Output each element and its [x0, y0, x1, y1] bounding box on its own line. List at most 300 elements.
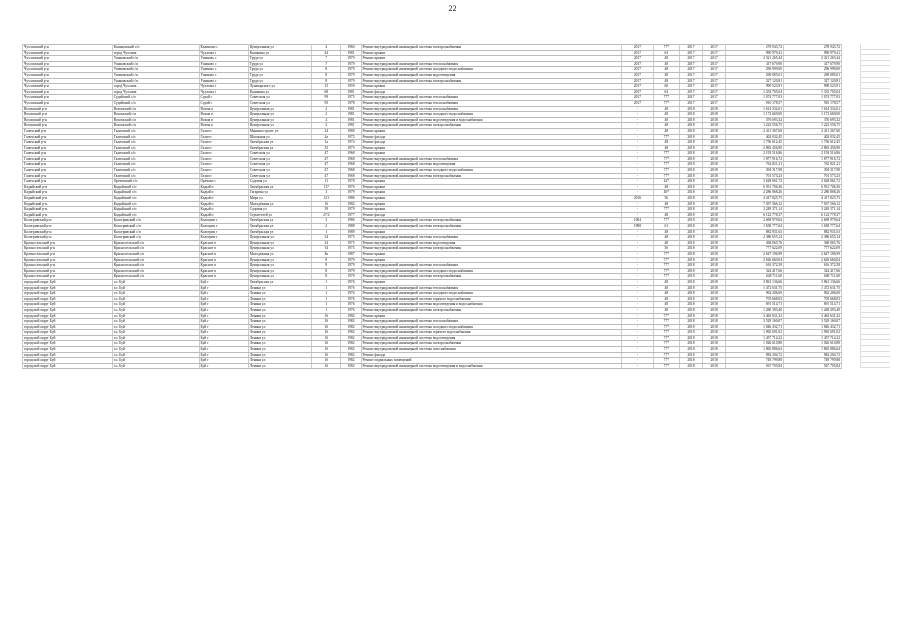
- table-cell: 1980: [341, 128, 361, 134]
- table-cell: -: [622, 168, 654, 174]
- table-cell: г.о. Буй: [112, 279, 199, 285]
- table-cell: 2017: [703, 78, 726, 84]
- table-cell: Галичский с/п: [112, 173, 199, 179]
- table-cell: 2: [312, 106, 341, 112]
- table-cell: 2 286 868,26: [784, 190, 842, 196]
- table-cell: Ремонт фасада: [361, 89, 621, 95]
- table-cell: Судай с: [199, 100, 248, 106]
- table-cell: 63: [653, 89, 679, 95]
- table-cell: 2018: [703, 212, 726, 218]
- table-cell: Ремонт внутридомовой инженерной системы теплоснабжения: [361, 100, 621, 106]
- table-cell: 48: [653, 78, 679, 84]
- table-cell: Галич г: [199, 145, 248, 151]
- table-cell: Луначарского ул: [248, 84, 312, 90]
- table-cell: Галичский р-н: [23, 156, 113, 162]
- table-cell: Кадыйский р-н: [23, 201, 113, 207]
- table-cell: Буй г: [199, 335, 248, 341]
- table-row: [23, 363, 842, 369]
- table-cell: 2018: [679, 106, 702, 112]
- table-cell: Ремонт крыши: [361, 279, 621, 285]
- table-cell: Ремонт крыши: [361, 190, 621, 196]
- table-cell: Кадыйский с/п: [112, 212, 199, 218]
- table-cell: -: [622, 263, 654, 269]
- table-cell: 1976: [341, 285, 361, 291]
- table-cell: 48: [653, 72, 679, 78]
- table-cell: Ремонт внутридомовой инженерной системы водоотведения: [361, 240, 621, 246]
- table-cell: 2018: [703, 330, 726, 336]
- table-cell: 1 877 916,72: [784, 156, 842, 162]
- table-cell: Ремонт внутридомовой инженерной системы электроснабжения: [361, 341, 621, 347]
- table-cell: Ремонт внутридомовой инженерной системы электроснабжения: [361, 307, 621, 313]
- table-cell: Кадый п: [199, 196, 248, 202]
- table-cell: 2018: [703, 352, 726, 358]
- table-cell: 1979: [341, 72, 361, 78]
- table-cell: Ремонт внутридомовой инженерной системы электроснабжения: [361, 274, 621, 280]
- table-cell: 77*: [653, 218, 679, 224]
- table-cell: Красносельский с/п: [112, 240, 199, 246]
- table-cell: 2018: [679, 335, 702, 341]
- table-cell: 2018: [679, 352, 702, 358]
- table-cell: -: [622, 212, 654, 218]
- table-cell: 2018: [679, 229, 702, 235]
- table-cell: -: [622, 341, 654, 347]
- table-cell: 34: [312, 235, 341, 241]
- table-cell: 1979: [341, 263, 361, 269]
- table-cell: 2018: [679, 151, 702, 157]
- table-cell: 1988: [341, 224, 361, 230]
- table-cell: 2 863 456,90: [726, 145, 784, 151]
- table-cell: 2018: [703, 207, 726, 213]
- table-cell: 2: [312, 112, 341, 118]
- table-cell: городской округ Буй: [23, 279, 113, 285]
- table-cell: 1981: [341, 117, 361, 123]
- table-cell: 1 846 432,71: [726, 324, 784, 330]
- table-cell: Чухломский р-н: [23, 78, 113, 84]
- table-cell: Буй г: [199, 279, 248, 285]
- table-cell: Чухломский р-н: [23, 50, 113, 56]
- table-cell: 1968: [341, 162, 361, 168]
- table-cell: Красное п: [199, 257, 248, 263]
- table-cell: 2018: [703, 140, 726, 146]
- table-cell: Буй г: [199, 296, 248, 302]
- table-cell: 2018: [679, 358, 702, 364]
- table-cell: 48: [653, 212, 679, 218]
- table-cell: 1 865 886,64: [784, 347, 842, 353]
- table-cell: Кологривский р-н: [23, 224, 113, 230]
- table-cell: 3 861 136,66: [784, 279, 842, 285]
- table-cell: 2017: [679, 50, 702, 56]
- table-cell: -: [622, 330, 654, 336]
- table-cell: -: [622, 268, 654, 274]
- table-cell: Центральная ул: [248, 112, 312, 118]
- table-cell: Галич г: [199, 128, 248, 134]
- table-cell: Красносельский р-н: [23, 257, 113, 263]
- table-cell: 2017: [622, 67, 654, 73]
- table-cell: 2017: [703, 95, 726, 101]
- table-cell: 1976: [341, 307, 361, 313]
- table-cell: 48: [653, 279, 679, 285]
- table-cell: Ореховский с/п: [112, 179, 199, 185]
- table-cell: 48: [653, 302, 679, 308]
- table-cell: 2017: [703, 50, 726, 56]
- table-cell: 1975: [341, 246, 361, 252]
- table-cell: 48: [653, 128, 679, 134]
- table-cell: 2018: [679, 274, 702, 280]
- table-cell: 3 463 631,32: [784, 313, 842, 319]
- table-cell: Ремонт крыши: [361, 207, 621, 213]
- table-cell: 7: [312, 61, 341, 67]
- table-cell: Ремонт внутридомовой инженерной системы холодного водоснабжения: [361, 268, 621, 274]
- table-cell: Красносельский с/п: [112, 257, 199, 263]
- table-cell: 990 979,41: [726, 50, 784, 56]
- table-cell: 2017: [679, 61, 702, 67]
- table-cell: 2018: [703, 307, 726, 313]
- table-cell: Кадыйский р-н: [23, 184, 113, 190]
- table-cell: 2018: [679, 134, 702, 140]
- table-cell: Ремонт внутридомовой инженерной системы электроснабжения: [361, 78, 621, 84]
- table-cell: городской округ Буй: [23, 358, 113, 364]
- table-cell: 1968: [341, 168, 361, 174]
- table-cell: 2018: [703, 257, 726, 263]
- table-cell: Ремонт внутридомовой инженерной системы электроснабжения: [361, 123, 621, 129]
- table-cell: 2016: [622, 196, 654, 202]
- table-cell: Ушаковский с/п: [112, 67, 199, 73]
- table-cell: -: [622, 319, 654, 325]
- table-cell: Труда ул: [248, 61, 312, 67]
- table-cell: 2018: [703, 190, 726, 196]
- table-cell: 27/2: [312, 212, 341, 218]
- table-cell: Кологривский с/п: [112, 229, 199, 235]
- table-cell: г.о. Буй: [112, 302, 199, 308]
- table-cell: Красносельский р-н: [23, 246, 113, 252]
- table-cell: 1975: [341, 134, 361, 140]
- table-cell: Кадыйский р-н: [23, 207, 113, 213]
- table-cell: Советская ул: [248, 173, 312, 179]
- table-cell: 16: [312, 335, 341, 341]
- table-cell: Труда ул: [248, 56, 312, 62]
- table-cell: Ремонт внутридомовой инженерной системы водоотведения: [361, 162, 621, 168]
- table-cell: 2018: [703, 123, 726, 129]
- table-cell: 2017: [622, 61, 654, 67]
- table-cell: Судай с: [199, 95, 248, 101]
- table-cell: 48: [653, 67, 679, 73]
- table-cell: городской округ Буй: [23, 302, 113, 308]
- table-cell: Ремонт внутридомовой инженерной системы водоотведения и водоснабжения: [361, 302, 621, 308]
- table-cell: 1 172 669,00: [784, 112, 842, 118]
- table-cell: 2017: [679, 78, 702, 84]
- table-cell: 1989: [341, 229, 361, 235]
- table-cell: Кадый п: [199, 201, 248, 207]
- table-cell: 1982: [341, 341, 361, 347]
- table-cell: Труда ул: [248, 78, 312, 84]
- table-cell: г.о. Буй: [112, 291, 199, 297]
- table-cell: 2018: [703, 162, 726, 168]
- table-cell: Галичский с/п: [112, 128, 199, 134]
- table-cell: 2018: [679, 184, 702, 190]
- table-cell: 48: [653, 291, 679, 297]
- table-cell: 368 065,76: [784, 240, 842, 246]
- table-cell: Галич г: [199, 168, 248, 174]
- table-cell: 1986: [341, 196, 361, 202]
- table-cell: Школьная ул: [248, 134, 312, 140]
- table-cell: 278 943,72: [726, 45, 784, 51]
- table-cell: 3 628 061,72: [784, 179, 842, 185]
- table-cell: 48: [653, 285, 679, 291]
- table-cell: Ремонт внутридомовой инженерной системы теплоснабжения: [361, 235, 621, 241]
- margin-cell: [860, 363, 890, 369]
- table-cell: 95: [312, 100, 341, 106]
- table-cell: 2: [312, 224, 341, 230]
- table-cell: 2018: [679, 179, 702, 185]
- table-cell: Советская ул: [248, 168, 312, 174]
- table-cell: 4: [312, 45, 341, 51]
- table-cell: 1981: [341, 89, 361, 95]
- table-cell: 2018: [703, 268, 726, 274]
- table-cell: 2017: [622, 72, 654, 78]
- table-cell: 648 711,60: [784, 274, 842, 280]
- table-cell: 1 074 777,03: [784, 95, 842, 101]
- table-cell: г.о. Буй: [112, 335, 199, 341]
- table-cell: г.о. Буй: [112, 296, 199, 302]
- table-cell: 1976: [341, 302, 361, 308]
- table-cell: 1 965 691,02: [726, 330, 784, 336]
- table-cell: Ремонт крыши: [361, 128, 621, 134]
- table-cell: -: [622, 335, 654, 341]
- table-cell: Кадыйский р-н: [23, 196, 113, 202]
- table-cell: 2018: [703, 319, 726, 325]
- table-cell: Галич г: [199, 151, 248, 157]
- table-cell: городской округ Буй: [23, 330, 113, 336]
- table-cell: 1982: [341, 201, 361, 207]
- table-cell: 1 457 714,22: [784, 335, 842, 341]
- table-cell: -: [622, 363, 654, 369]
- table-cell: Галич г: [199, 162, 248, 168]
- table-cell: 394 317,98: [726, 168, 784, 174]
- table-cell: Вохомский с/п: [112, 106, 199, 112]
- table-cell: -: [622, 240, 654, 246]
- table-cell: -: [622, 246, 654, 252]
- table-cell: Галич г: [199, 134, 248, 140]
- table-cell: 7 037 566,12: [726, 201, 784, 207]
- table-cell: Советская ул: [248, 151, 312, 157]
- table-cell: 1986: [341, 218, 361, 224]
- table-cell: 2017: [622, 45, 654, 51]
- table-cell: 1976: [341, 296, 361, 302]
- table-cell: 48: [653, 235, 679, 241]
- table-cell: -: [622, 285, 654, 291]
- table-cell: г.о. Буй: [112, 341, 199, 347]
- table-cell: г.о. Буй: [112, 307, 199, 313]
- table-cell: Чухломский р-н: [23, 89, 113, 95]
- table-cell: 2018: [679, 268, 702, 274]
- table-cell: Красное п: [199, 268, 248, 274]
- table-cell: -: [622, 207, 654, 213]
- table-cell: 16: [312, 358, 341, 364]
- table-cell: 1974: [341, 140, 361, 146]
- table-cell: Галичский р-н: [23, 128, 113, 134]
- table-cell: Кологривский с/п: [112, 235, 199, 241]
- table-cell: Ремонт внутридомовой инженерной системы холодного водоснабжения: [361, 324, 621, 330]
- table-cell: 2018: [703, 145, 726, 151]
- table-cell: 2018: [703, 134, 726, 140]
- table-cell: Кологрив г: [199, 224, 248, 230]
- table-cell: Машиностроит. ул: [248, 128, 312, 134]
- table-cell: 1 614 332,61: [726, 106, 784, 112]
- table-cell: 56: [653, 196, 679, 202]
- table-cell: Вохма п: [199, 106, 248, 112]
- table-cell: Галичский с/п: [112, 162, 199, 168]
- table-cell: 77*: [653, 324, 679, 330]
- table-cell: 910 178,57: [726, 100, 784, 106]
- table-cell: -: [622, 279, 654, 285]
- table-cell: Вохомский с/п: [112, 123, 199, 129]
- table-cell: 2018: [679, 347, 702, 353]
- table-cell: 2018: [703, 296, 726, 302]
- table-cell: Кадый п: [199, 207, 248, 213]
- table-cell: Галичский с/п: [112, 168, 199, 174]
- table-cell: Ремонт внутридомовой инженерной системы холодного водоснабжения: [361, 67, 621, 73]
- table-cell: 60: [653, 84, 679, 90]
- table-cell: 1: [312, 229, 341, 235]
- table-cell: 77*: [653, 95, 679, 101]
- table-cell: Галич г: [199, 173, 248, 179]
- table-cell: 777 622,09: [784, 246, 842, 252]
- table-cell: Ремонт крыши: [361, 196, 621, 202]
- table-cell: Орехово с: [199, 179, 248, 185]
- table-cell: Ремонт крыши: [361, 229, 621, 235]
- table-cell: 2 286 868,26: [726, 190, 784, 196]
- table-cell: -: [622, 123, 654, 129]
- table-cell: Судайский с/п: [112, 100, 199, 106]
- table-cell: 1975: [341, 145, 361, 151]
- table-cell: 1979: [341, 56, 361, 62]
- table-cell: -: [622, 324, 654, 330]
- table-cell: 2018: [703, 347, 726, 353]
- table-cell: 990 523,91: [784, 84, 842, 90]
- table-cell: Советская ул: [248, 162, 312, 168]
- table-cell: 77*: [653, 347, 679, 353]
- table-cell: 2017: [622, 100, 654, 106]
- table-cell: Красносельский р-н: [23, 274, 113, 280]
- table-cell: 417 679,90: [784, 61, 842, 67]
- table-cell: 777 622,09: [726, 246, 784, 252]
- table-cell: Буй г: [199, 341, 248, 347]
- table-cell: Чухломский р-н: [23, 95, 113, 101]
- table-cell: 1981: [341, 123, 361, 129]
- table-cell: городской округ Буй: [23, 363, 113, 369]
- table-cell: 2 626 660,04: [784, 257, 842, 263]
- table-cell: 2018: [679, 212, 702, 218]
- table-cell: 1982: [341, 358, 361, 364]
- table-cell: Центральная ул: [248, 257, 312, 263]
- table-cell: Ушаковский с/п: [112, 72, 199, 78]
- table-cell: Красное п: [199, 251, 248, 257]
- table-cell: Ремонт крыши: [361, 151, 621, 157]
- table-cell: 1 638 777,64: [726, 224, 784, 230]
- table-cell: Ремонт внутридомовой инженерной системы холодного водоснабжения: [361, 291, 621, 297]
- table-cell: -: [622, 296, 654, 302]
- table-cell: 2018: [703, 168, 726, 174]
- table-cell: 1981: [341, 112, 361, 118]
- table-cell: 2018: [703, 313, 726, 319]
- table-cell: 2017: [622, 95, 654, 101]
- table-cell: Ремонт крыши: [361, 50, 621, 56]
- table-cell: -: [622, 134, 654, 140]
- table-cell: -: [622, 307, 654, 313]
- table-cell: 2 386 655,14: [726, 235, 784, 241]
- table-cell: 2018: [703, 117, 726, 123]
- table-cell: Ремонт внутридомовой инженерной системы электроснабжения: [361, 246, 621, 252]
- table-cell: Буй г: [199, 352, 248, 358]
- table-cell: 376 693,32: [784, 117, 842, 123]
- table-cell: 24: [312, 128, 341, 134]
- table-cell: Кадыйский с/п: [112, 201, 199, 207]
- table-cell: 2018: [679, 307, 702, 313]
- table-cell: Ленина ул: [248, 291, 312, 297]
- table-cell: 35: [312, 145, 341, 151]
- table-cell: 3: [312, 190, 341, 196]
- table-cell: Чухломский р-н: [23, 84, 113, 90]
- table-cell: 2017: [703, 61, 726, 67]
- table-cell: городской округ Буй: [23, 324, 113, 330]
- table-cell: 1 457 714,22: [726, 335, 784, 341]
- table-cell: -: [622, 257, 654, 263]
- table-cell: Ленина ул: [248, 285, 312, 291]
- table-cell: Красносельский с/п: [112, 246, 199, 252]
- table-cell: Ремонт внутридомовой инженерной системы горячего водоснабжения: [361, 296, 621, 302]
- table-cell: 8: [312, 257, 341, 263]
- table-cell: Ремонт внутридомовой инженерной системы холодного водоснабжения: [361, 168, 621, 174]
- table-cell: городской округ Буй: [23, 319, 113, 325]
- table-cell: 2 386 655,14: [784, 235, 842, 241]
- table-cell: 1982: [341, 324, 361, 330]
- table-cell: 327 120,81: [726, 78, 784, 84]
- table-cell: 1982: [341, 330, 361, 336]
- table-cell: Галичский р-н: [23, 134, 113, 140]
- table-cell: Ленина ул: [248, 341, 312, 347]
- table-cell: Кологривский р-н: [23, 235, 113, 241]
- table-cell: 701 573,23: [726, 173, 784, 179]
- table-cell: Ремонт крыши: [361, 313, 621, 319]
- table-cell: 2018: [679, 224, 702, 230]
- table-cell: Буй г: [199, 302, 248, 308]
- table-cell: 8: [312, 72, 341, 78]
- table-cell: 48: [653, 123, 679, 129]
- table-cell: Октябрьская ул: [248, 140, 312, 146]
- table-cell: 77*: [653, 330, 679, 336]
- table-cell: городской округ Буй: [23, 291, 113, 297]
- table-cell: 2: [312, 117, 341, 123]
- table-cell: 2018: [679, 156, 702, 162]
- table-cell: -: [622, 251, 654, 257]
- table-cell: Советская ул: [248, 100, 312, 106]
- table-cell: Вохма п: [199, 117, 248, 123]
- table-cell: 1 614 332,61: [784, 106, 842, 112]
- table-cell: 8: [312, 78, 341, 84]
- table-cell: 42*: [653, 179, 679, 185]
- table-cell: -: [622, 145, 654, 151]
- table-cell: 1 074 777,03: [726, 95, 784, 101]
- table-cell: 1 472 631,75: [726, 285, 784, 291]
- table-cell: 2 647 196,99: [726, 251, 784, 257]
- table-cell: Кологривский р-н: [23, 218, 113, 224]
- table-cell: 48: [653, 307, 679, 313]
- table-cell: Вохомский р-н: [23, 123, 113, 129]
- table-cell: 567 705,84: [726, 363, 784, 369]
- table-cell: Ремонт внутридомовой инженерной системы водоотведения: [361, 335, 621, 341]
- table-cell: 2018: [703, 263, 726, 269]
- table-cell: Вохомский с/п: [112, 112, 199, 118]
